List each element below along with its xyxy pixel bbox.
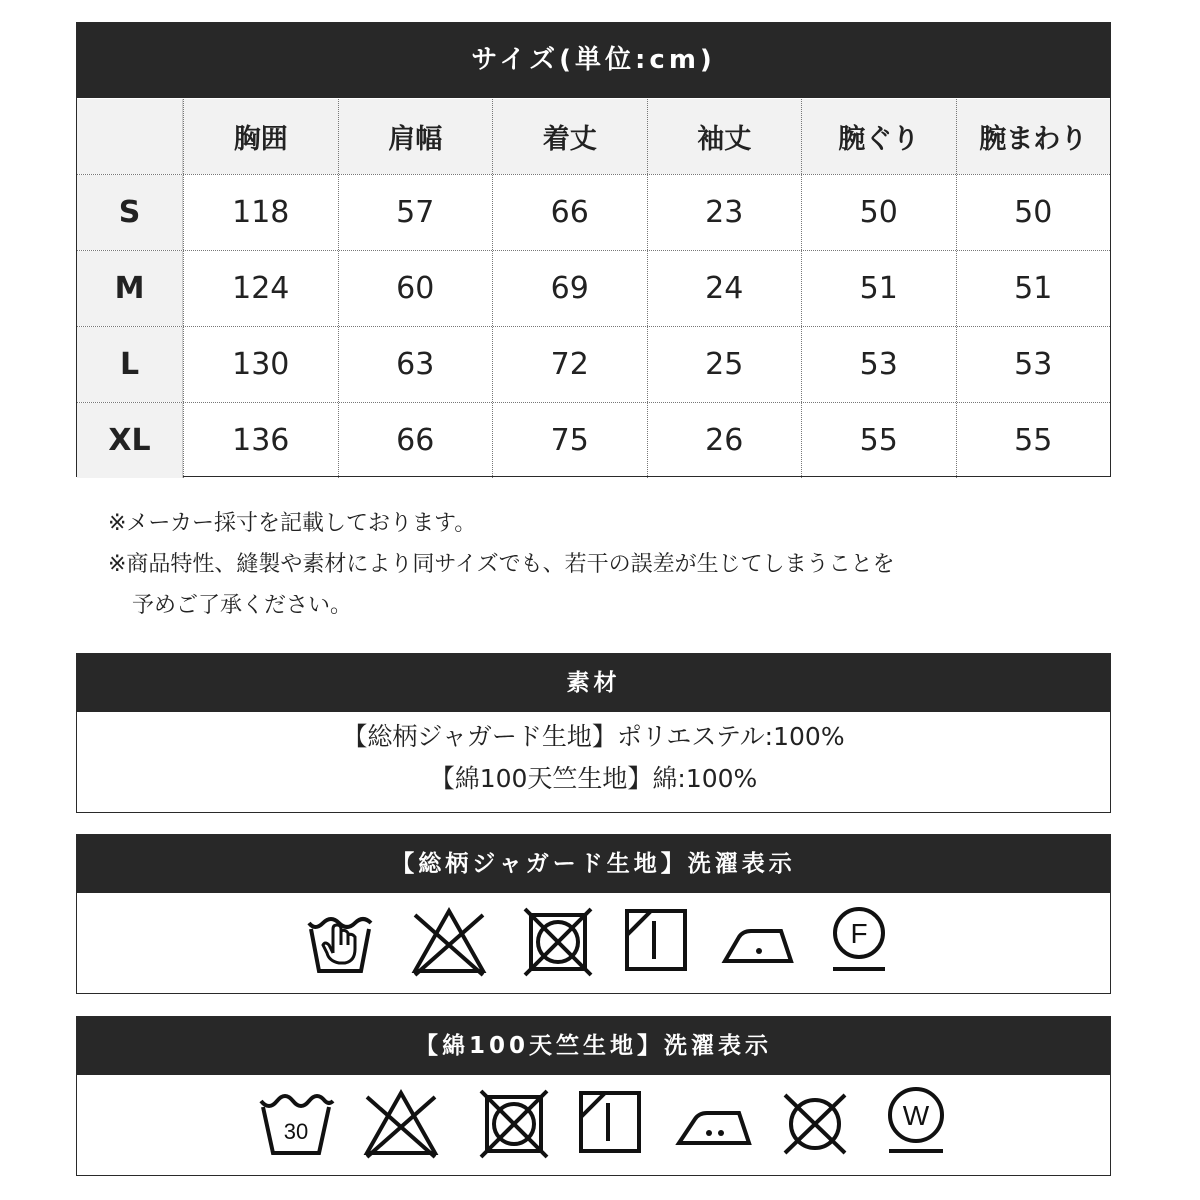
table-cell: 63 — [338, 327, 493, 402]
wet-clean-letter: W — [902, 1100, 930, 1131]
header-cell-length: 着丈 — [492, 99, 647, 174]
material-title: 素材 — [77, 654, 1110, 712]
size-label: XL — [77, 403, 183, 478]
size-table-header-row — [77, 99, 1110, 174]
table-cell: 124 — [183, 251, 338, 326]
care-title-jacquard: 【総柄ジャガード生地】洗濯表示 — [77, 835, 1110, 893]
note-measurement: ※メーカー採寸を記載しております。 — [108, 511, 477, 536]
table-cell: 66 — [492, 175, 647, 250]
table-row — [77, 250, 1110, 326]
header-cell-chest: 胸囲 — [183, 99, 338, 174]
material-line-jacquard: 【総柄ジャガード生地】ポリエステル:100% — [342, 722, 845, 751]
size-label: M — [77, 251, 183, 326]
table-cell: 60 — [338, 251, 493, 326]
header-cell-armhole: 腕ぐり — [801, 99, 956, 174]
care-box-jacquard — [76, 834, 1111, 994]
table-cell: 55 — [801, 403, 956, 478]
header-cell-arm-circumference: 腕まわり — [956, 99, 1111, 174]
header-cell-shoulder: 肩幅 — [338, 99, 493, 174]
table-cell: 75 — [492, 403, 647, 478]
dry-clean-letter: F — [850, 918, 868, 949]
table-cell: 50 — [956, 175, 1111, 250]
table-cell: 51 — [956, 251, 1111, 326]
table-cell: 25 — [647, 327, 802, 402]
wash-30-icon — [257, 1089, 335, 1159]
table-cell: 130 — [183, 327, 338, 402]
table-cell: 50 — [801, 175, 956, 250]
table-cell: 66 — [338, 403, 493, 478]
note-variance: ※商品特性、縫製や素材により同サイズでも、若干の誤差が生じてしまうことを — [108, 552, 895, 577]
size-label: S — [77, 175, 183, 250]
wash-temperature: 30 — [283, 1119, 309, 1144]
care-title-cotton: 【綿100天竺生地】洗濯表示 — [77, 1017, 1110, 1075]
iron-medium-icon — [675, 1097, 755, 1149]
table-cell: 24 — [647, 251, 802, 326]
table-cell: 69 — [492, 251, 647, 326]
care-box-cotton — [76, 1016, 1111, 1176]
drip-dry-shade-icon — [577, 1089, 643, 1155]
wet-clean-w-icon — [885, 1085, 947, 1157]
table-cell: 55 — [956, 403, 1111, 478]
no-bleach-icon — [409, 905, 489, 977]
table-cell: 53 — [801, 327, 956, 402]
material-line-cotton: 【綿100天竺生地】綿:100% — [429, 764, 758, 793]
hand-wash-icon — [305, 909, 375, 975]
no-tumble-dry-icon — [523, 907, 593, 977]
care-icons-jacquard — [77, 893, 1110, 992]
size-table — [77, 99, 1110, 478]
size-table-box — [76, 22, 1111, 477]
table-row — [77, 174, 1110, 250]
note-acknowledge: 予めご了承ください。 — [132, 593, 353, 618]
no-bleach-icon — [361, 1087, 441, 1159]
table-cell: 51 — [801, 251, 956, 326]
table-row — [77, 402, 1110, 478]
no-tumble-dry-icon — [479, 1089, 549, 1159]
table-cell: 136 — [183, 403, 338, 478]
table-cell: 72 — [492, 327, 647, 402]
size-label: L — [77, 327, 183, 402]
header-cell-sleeve: 袖丈 — [647, 99, 802, 174]
iron-low-icon — [721, 915, 797, 967]
table-cell: 118 — [183, 175, 338, 250]
drip-dry-shade-icon — [623, 907, 689, 973]
material-box — [76, 653, 1111, 813]
header-cell-blank — [77, 99, 183, 174]
no-dry-clean-icon — [779, 1089, 851, 1159]
table-cell: 57 — [338, 175, 493, 250]
table-row — [77, 326, 1110, 402]
table-cell: 26 — [647, 403, 802, 478]
care-icons-cotton — [77, 1075, 1110, 1174]
table-cell: 23 — [647, 175, 802, 250]
table-cell: 53 — [956, 327, 1111, 402]
size-table-title: サイズ(単位:cm) — [77, 23, 1110, 98]
dry-clean-f-icon — [829, 905, 889, 975]
